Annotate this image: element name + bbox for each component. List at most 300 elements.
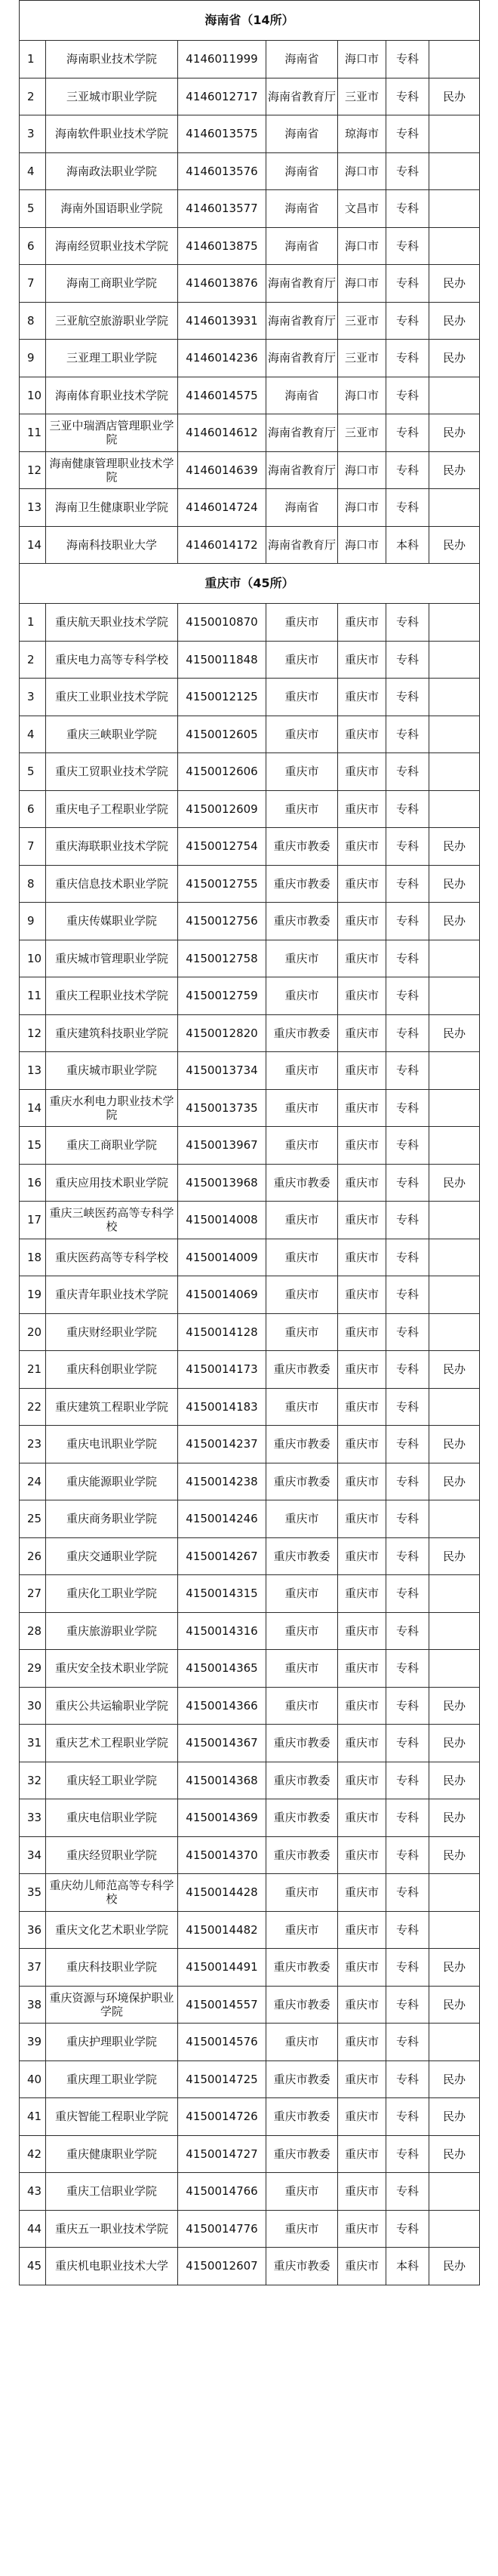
level-cell: 专科 (386, 1799, 429, 1837)
row-index-cell: 17 (20, 1202, 46, 1239)
note-cell (429, 1911, 480, 1949)
school-name-cell: 重庆水利电力职业技术学院 (46, 1089, 178, 1127)
department-cell: 重庆市 (266, 641, 338, 679)
table-row (20, 1986, 480, 2024)
note-cell (429, 1127, 480, 1165)
school-code-cell: 4150014428 (178, 1874, 266, 1912)
note-cell (429, 604, 480, 642)
row-index-cell: 4 (20, 716, 46, 753)
school-code-cell: 4150014576 (178, 2024, 266, 2061)
note-cell (429, 753, 480, 791)
city-cell: 重庆市 (338, 1612, 386, 1650)
note-cell (429, 377, 480, 414)
department-cell: 重庆市 (266, 1612, 338, 1650)
note-cell: 民办 (429, 1949, 480, 1987)
note-cell (429, 679, 480, 716)
school-name-cell: 重庆理工职业学院 (46, 2060, 178, 2098)
city-cell: 重庆市 (338, 679, 386, 716)
school-code-cell: 4150013968 (178, 1164, 266, 1202)
table-row (20, 1575, 480, 1613)
school-name-cell: 海南职业技术学院 (46, 41, 178, 78)
school-name-cell: 海南政法职业学院 (46, 152, 178, 190)
school-code-cell: 4150014069 (178, 1276, 266, 1314)
city-cell: 重庆市 (338, 1500, 386, 1538)
level-cell: 专科 (386, 2173, 429, 2211)
table-row (20, 1911, 480, 1949)
note-cell (429, 790, 480, 828)
school-name-cell: 海南经贸职业技术学院 (46, 227, 178, 265)
city-cell: 重庆市 (338, 828, 386, 866)
level-cell: 专科 (386, 1127, 429, 1165)
level-cell: 专科 (386, 1949, 429, 1987)
department-cell: 重庆市教委 (266, 1537, 338, 1575)
city-cell: 海口市 (338, 152, 386, 190)
level-cell: 专科 (386, 227, 429, 265)
city-cell: 重庆市 (338, 940, 386, 977)
department-cell: 重庆市 (266, 1874, 338, 1912)
department-cell: 重庆市教委 (266, 1426, 338, 1463)
note-cell: 民办 (429, 828, 480, 866)
department-cell: 重庆市 (266, 604, 338, 642)
city-cell: 重庆市 (338, 1687, 386, 1725)
school-name-cell: 重庆财经职业学院 (46, 1313, 178, 1351)
table-row (20, 1351, 480, 1389)
table-row (20, 2098, 480, 2136)
department-cell: 重庆市 (266, 940, 338, 977)
city-cell: 重庆市 (338, 1313, 386, 1351)
school-code-cell: 4150014267 (178, 1537, 266, 1575)
level-cell: 专科 (386, 1986, 429, 2024)
city-cell: 重庆市 (338, 1911, 386, 1949)
row-index-cell: 31 (20, 1725, 46, 1762)
row-index-cell: 25 (20, 1500, 46, 1538)
table-row (20, 641, 480, 679)
city-cell: 重庆市 (338, 903, 386, 940)
table-row (20, 2135, 480, 2173)
row-index-cell: 20 (20, 1313, 46, 1351)
department-cell: 重庆市教委 (266, 1836, 338, 1874)
department-cell: 重庆市 (266, 2210, 338, 2248)
table-row (20, 1089, 480, 1127)
level-cell: 专科 (386, 340, 429, 377)
department-cell: 重庆市 (266, 1052, 338, 1090)
school-name-cell: 重庆三峡医药高等专科学校 (46, 1202, 178, 1239)
city-cell: 重庆市 (338, 2173, 386, 2211)
row-index-cell: 44 (20, 2210, 46, 2248)
city-cell: 海口市 (338, 41, 386, 78)
department-cell: 重庆市 (266, 1575, 338, 1613)
level-cell: 专科 (386, 489, 429, 527)
city-cell: 重庆市 (338, 1351, 386, 1389)
level-cell: 专科 (386, 1687, 429, 1725)
level-cell: 专科 (386, 1313, 429, 1351)
school-name-cell: 重庆传媒职业学院 (46, 903, 178, 940)
school-code-cell: 4150012125 (178, 679, 266, 716)
department-cell: 重庆市教委 (266, 1725, 338, 1762)
table-row (20, 1874, 480, 1912)
table-row (20, 152, 480, 190)
school-code-cell: 4146013576 (178, 152, 266, 190)
table-row (20, 2060, 480, 2098)
city-cell: 三亚市 (338, 340, 386, 377)
department-cell: 重庆市 (266, 716, 338, 753)
table-row (20, 1949, 480, 1987)
level-cell: 专科 (386, 828, 429, 866)
department-cell: 重庆市教委 (266, 1351, 338, 1389)
note-cell (429, 1650, 480, 1688)
table-row (20, 604, 480, 642)
row-index-cell: 33 (20, 1799, 46, 1837)
level-cell: 专科 (386, 78, 429, 115)
level-cell: 专科 (386, 265, 429, 303)
department-cell: 海南省 (266, 377, 338, 414)
department-cell: 重庆市教委 (266, 2135, 338, 2173)
city-cell: 重庆市 (338, 2135, 386, 2173)
row-index-cell: 4 (20, 152, 46, 190)
city-cell: 三亚市 (338, 302, 386, 340)
table-row (20, 790, 480, 828)
row-index-cell: 1 (20, 604, 46, 642)
level-cell: 专科 (386, 790, 429, 828)
note-cell (429, 1276, 480, 1314)
school-code-cell: 4150013734 (178, 1052, 266, 1090)
note-cell: 民办 (429, 340, 480, 377)
row-index-cell: 7 (20, 265, 46, 303)
school-code-cell: 4146014639 (178, 451, 266, 489)
row-index-cell: 11 (20, 977, 46, 1015)
note-cell: 民办 (429, 903, 480, 940)
school-code-cell: 4146012717 (178, 78, 266, 115)
row-index-cell: 15 (20, 1127, 46, 1165)
city-cell: 琼海市 (338, 115, 386, 153)
city-cell: 重庆市 (338, 1052, 386, 1090)
school-code-cell: 4150014726 (178, 2098, 266, 2136)
level-cell: 专科 (386, 865, 429, 903)
table-row (20, 1014, 480, 1052)
school-code-cell: 4146013875 (178, 227, 266, 265)
table-row (20, 1052, 480, 1090)
row-index-cell: 39 (20, 2024, 46, 2061)
row-index-cell: 28 (20, 1612, 46, 1650)
school-list-table (19, 0, 480, 2285)
row-index-cell: 18 (20, 1239, 46, 1276)
note-cell (429, 1388, 480, 1426)
row-index-cell: 19 (20, 1276, 46, 1314)
level-cell: 专科 (386, 1388, 429, 1426)
table-row (20, 2173, 480, 2211)
school-code-cell: 4150011848 (178, 641, 266, 679)
school-code-cell: 4146014575 (178, 377, 266, 414)
table-row (20, 1164, 480, 1202)
row-index-cell: 14 (20, 526, 46, 564)
department-cell: 重庆市教委 (266, 903, 338, 940)
city-cell: 重庆市 (338, 1650, 386, 1688)
city-cell: 重庆市 (338, 1239, 386, 1276)
note-cell: 民办 (429, 1463, 480, 1500)
row-index-cell: 14 (20, 1089, 46, 1127)
school-name-cell: 重庆科技职业学院 (46, 1949, 178, 1987)
school-name-cell: 重庆建筑科技职业学院 (46, 1014, 178, 1052)
level-cell: 专科 (386, 940, 429, 977)
table-row (20, 1687, 480, 1725)
note-cell: 民办 (429, 302, 480, 340)
level-cell: 专科 (386, 152, 429, 190)
note-cell: 民办 (429, 1799, 480, 1837)
level-cell: 专科 (386, 1202, 429, 1239)
note-cell (429, 940, 480, 977)
school-code-cell: 4150010870 (178, 604, 266, 642)
school-code-cell: 4150014766 (178, 2173, 266, 2211)
level-cell: 专科 (386, 2135, 429, 2173)
note-cell: 民办 (429, 526, 480, 564)
note-cell (429, 1239, 480, 1276)
table-row (20, 1388, 480, 1426)
school-name-cell: 三亚航空旅游职业学院 (46, 302, 178, 340)
school-name-cell: 重庆航天职业技术学院 (46, 604, 178, 642)
row-index-cell: 37 (20, 1949, 46, 1987)
school-name-cell: 重庆护理职业学院 (46, 2024, 178, 2061)
level-cell: 专科 (386, 1650, 429, 1688)
city-cell: 海口市 (338, 526, 386, 564)
note-cell: 民办 (429, 2098, 480, 2136)
note-cell: 民办 (429, 1426, 480, 1463)
level-cell: 专科 (386, 2098, 429, 2136)
city-cell: 海口市 (338, 489, 386, 527)
department-cell: 重庆市教委 (266, 1949, 338, 1987)
city-cell: 重庆市 (338, 1014, 386, 1052)
note-cell: 民办 (429, 1351, 480, 1389)
school-name-cell: 重庆建筑工程职业学院 (46, 1388, 178, 1426)
level-cell: 专科 (386, 1052, 429, 1090)
level-cell: 专科 (386, 115, 429, 153)
table-row (20, 1127, 480, 1165)
level-cell: 专科 (386, 1725, 429, 1762)
city-cell: 重庆市 (338, 2060, 386, 2098)
city-cell: 海口市 (338, 451, 386, 489)
section-title: 重庆市（45所） (20, 564, 480, 604)
school-name-cell: 重庆工程职业技术学院 (46, 977, 178, 1015)
level-cell: 专科 (386, 1836, 429, 1874)
level-cell: 专科 (386, 1014, 429, 1052)
level-cell: 专科 (386, 977, 429, 1015)
note-cell: 民办 (429, 1762, 480, 1799)
school-name-cell: 海南工商职业学院 (46, 265, 178, 303)
school-name-cell: 重庆旅游职业学院 (46, 1612, 178, 1650)
department-cell: 重庆市 (266, 1313, 338, 1351)
table-body (20, 1, 480, 2285)
school-code-cell: 4150012754 (178, 828, 266, 866)
note-cell (429, 1052, 480, 1090)
table-row (20, 190, 480, 228)
table-row (20, 753, 480, 791)
city-cell: 重庆市 (338, 1089, 386, 1127)
level-cell: 专科 (386, 716, 429, 753)
note-cell (429, 489, 480, 527)
school-name-cell: 重庆健康职业学院 (46, 2135, 178, 2173)
row-index-cell: 2 (20, 78, 46, 115)
school-name-cell: 重庆能源职业学院 (46, 1463, 178, 1500)
row-index-cell: 13 (20, 489, 46, 527)
city-cell: 重庆市 (338, 1575, 386, 1613)
department-cell: 重庆市 (266, 1127, 338, 1165)
department-cell: 重庆市 (266, 1911, 338, 1949)
school-name-cell: 重庆电力高等专科学校 (46, 641, 178, 679)
row-index-cell: 6 (20, 227, 46, 265)
note-cell: 民办 (429, 1687, 480, 1725)
level-cell: 专科 (386, 604, 429, 642)
table-row (20, 828, 480, 866)
city-cell: 重庆市 (338, 1463, 386, 1500)
note-cell (429, 115, 480, 153)
department-cell: 海南省 (266, 489, 338, 527)
note-cell (429, 1500, 480, 1538)
city-cell: 重庆市 (338, 641, 386, 679)
school-name-cell: 重庆城市职业学院 (46, 1052, 178, 1090)
department-cell: 重庆市 (266, 1089, 338, 1127)
row-index-cell: 22 (20, 1388, 46, 1426)
city-cell: 重庆市 (338, 1986, 386, 2024)
row-index-cell: 12 (20, 451, 46, 489)
level-cell: 专科 (386, 1874, 429, 1912)
note-cell (429, 1089, 480, 1127)
table-row (20, 1537, 480, 1575)
table-row (20, 1239, 480, 1276)
table-row (20, 1799, 480, 1837)
row-index-cell: 16 (20, 1164, 46, 1202)
table-row (20, 1612, 480, 1650)
department-cell: 海南省 (266, 41, 338, 78)
school-code-cell: 4146014724 (178, 489, 266, 527)
table-row (20, 903, 480, 940)
school-code-cell: 4150014776 (178, 2210, 266, 2248)
school-code-cell: 4150014237 (178, 1426, 266, 1463)
school-name-cell: 重庆医药高等专科学校 (46, 1239, 178, 1276)
school-name-cell: 海南外国语职业学院 (46, 190, 178, 228)
school-code-cell: 4150012607 (178, 2248, 266, 2285)
level-cell: 专科 (386, 190, 429, 228)
city-cell: 重庆市 (338, 1762, 386, 1799)
department-cell: 重庆市 (266, 1650, 338, 1688)
school-name-cell: 重庆经贸职业学院 (46, 1836, 178, 1874)
school-code-cell: 4146014612 (178, 414, 266, 452)
note-cell (429, 2024, 480, 2061)
note-cell: 民办 (429, 414, 480, 452)
city-cell: 重庆市 (338, 2098, 386, 2136)
city-cell: 重庆市 (338, 716, 386, 753)
school-code-cell: 4150013967 (178, 1127, 266, 1165)
table-row (20, 1725, 480, 1762)
city-cell: 海口市 (338, 377, 386, 414)
school-code-cell: 4150014370 (178, 1836, 266, 1874)
department-cell: 重庆市 (266, 1239, 338, 1276)
city-cell: 重庆市 (338, 1725, 386, 1762)
table-row (20, 2248, 480, 2285)
city-cell: 海口市 (338, 227, 386, 265)
level-cell: 专科 (386, 1164, 429, 1202)
city-cell: 重庆市 (338, 1949, 386, 1987)
table-row (20, 1313, 480, 1351)
school-name-cell: 重庆科创职业学院 (46, 1351, 178, 1389)
city-cell: 海口市 (338, 265, 386, 303)
level-cell: 专科 (386, 1239, 429, 1276)
row-index-cell: 29 (20, 1650, 46, 1688)
city-cell: 重庆市 (338, 2248, 386, 2285)
department-cell: 海南省 (266, 152, 338, 190)
school-code-cell: 4150012758 (178, 940, 266, 977)
school-code-cell: 4146013876 (178, 265, 266, 303)
school-code-cell: 4150012609 (178, 790, 266, 828)
level-cell: 专科 (386, 1351, 429, 1389)
note-cell (429, 1313, 480, 1351)
level-cell: 专科 (386, 2024, 429, 2061)
school-code-cell: 4150014008 (178, 1202, 266, 1239)
city-cell: 重庆市 (338, 1388, 386, 1426)
row-index-cell: 3 (20, 679, 46, 716)
school-code-cell: 4146011999 (178, 41, 266, 78)
note-cell: 民办 (429, 265, 480, 303)
table-row (20, 1762, 480, 1799)
school-code-cell: 4146013575 (178, 115, 266, 153)
school-code-cell: 4150014365 (178, 1650, 266, 1688)
school-name-cell: 三亚中瑞酒店管理职业学院 (46, 414, 178, 452)
row-index-cell: 13 (20, 1052, 46, 1090)
table-row (20, 1426, 480, 1463)
row-index-cell: 8 (20, 865, 46, 903)
table-row (20, 340, 480, 377)
row-index-cell: 43 (20, 2173, 46, 2211)
school-name-cell: 重庆安全技术职业学院 (46, 1650, 178, 1688)
note-cell (429, 1575, 480, 1613)
row-index-cell: 36 (20, 1911, 46, 1949)
department-cell: 重庆市 (266, 1500, 338, 1538)
row-index-cell: 7 (20, 828, 46, 866)
department-cell: 重庆市教委 (266, 828, 338, 866)
level-cell: 本科 (386, 526, 429, 564)
department-cell: 重庆市教委 (266, 865, 338, 903)
note-cell: 民办 (429, 78, 480, 115)
department-cell: 海南省教育厅 (266, 302, 338, 340)
school-code-cell: 4146013931 (178, 302, 266, 340)
row-index-cell: 12 (20, 1014, 46, 1052)
school-name-cell: 海南健康管理职业技术学院 (46, 451, 178, 489)
table-row (20, 265, 480, 303)
note-cell: 民办 (429, 1986, 480, 2024)
school-code-cell: 4146014172 (178, 526, 266, 564)
school-code-cell: 4150014316 (178, 1612, 266, 1650)
school-code-cell: 4150014183 (178, 1388, 266, 1426)
section-header-row (20, 1, 480, 41)
row-index-cell: 27 (20, 1575, 46, 1613)
school-name-cell: 重庆海联职业技术学院 (46, 828, 178, 866)
level-cell: 专科 (386, 1500, 429, 1538)
department-cell: 重庆市教委 (266, 1986, 338, 2024)
department-cell: 海南省 (266, 227, 338, 265)
city-cell: 重庆市 (338, 1202, 386, 1239)
note-cell (429, 1874, 480, 1912)
department-cell: 重庆市教委 (266, 2248, 338, 2285)
department-cell: 海南省教育厅 (266, 414, 338, 452)
school-code-cell: 4150012759 (178, 977, 266, 1015)
school-name-cell: 重庆工商职业学院 (46, 1127, 178, 1165)
school-name-cell: 重庆电信职业学院 (46, 1799, 178, 1837)
school-name-cell: 重庆文化艺术职业学院 (46, 1911, 178, 1949)
department-cell: 重庆市 (266, 753, 338, 791)
table-row (20, 115, 480, 153)
school-code-cell: 4150014367 (178, 1725, 266, 1762)
department-cell: 重庆市教委 (266, 1762, 338, 1799)
row-index-cell: 35 (20, 1874, 46, 1912)
city-cell: 重庆市 (338, 2024, 386, 2061)
